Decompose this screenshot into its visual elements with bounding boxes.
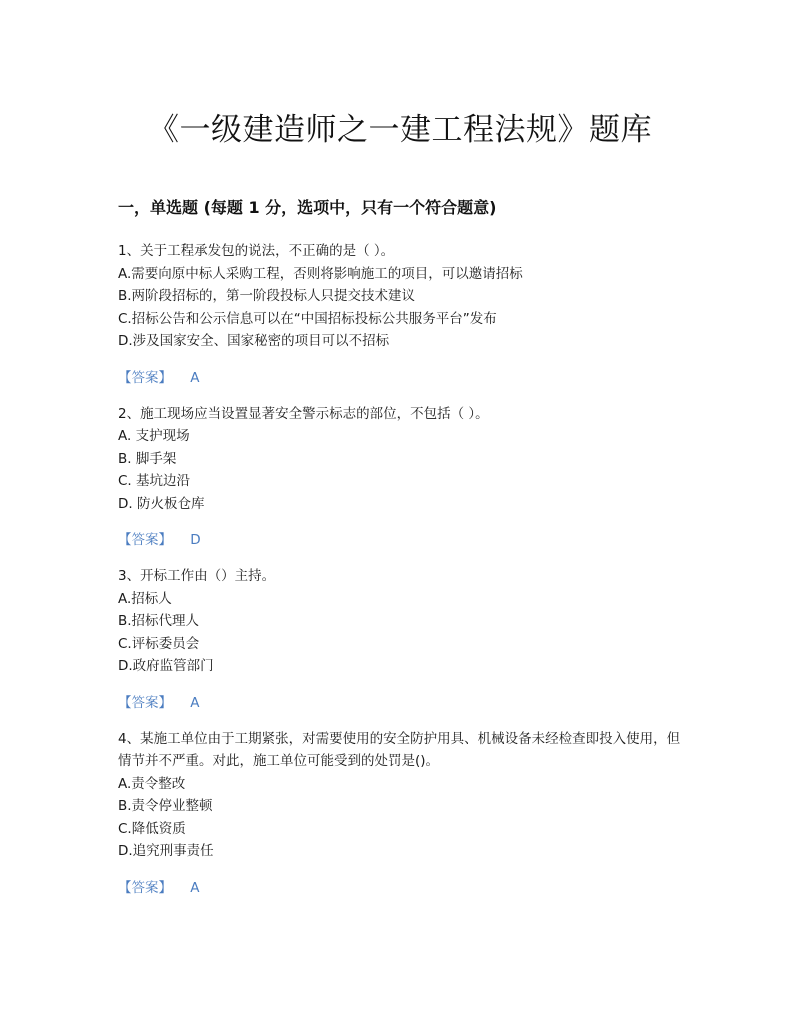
option-b: B.责令停业整顿	[118, 798, 213, 814]
option-c: C.评标委员会	[118, 635, 200, 652]
option-b: B.两阶段招标的，第一阶段投标人只提交技术建议	[118, 288, 416, 304]
question-stem: 3、开标工作由（）主持。	[118, 568, 276, 584]
answer-value: A	[190, 369, 200, 386]
question-stem: 2、施工现场应当设置显著安全警示标志的部位，不包括（ ）。	[118, 405, 489, 422]
section-heading: 一，单选题 (每题 1 分，选项中，只有一个符合题意)	[118, 198, 497, 217]
answer-row	[118, 692, 688, 714]
question-stem: 4、某施工单位由于工期紧张，对需要使用的安全防护用具、机械设备未经检查即投入使用，但情节并不严重。对此，施工单位可能受到的处罚是()。	[118, 730, 681, 769]
option-a: A.需要向原中标人采购工程，否则将影响施工的项目，可以邀请招标	[118, 265, 523, 282]
option-b: B.招标代理人	[118, 613, 200, 629]
option-d: D.追究刑事责任	[118, 843, 214, 859]
option-c: C. 基坑边沿	[118, 473, 191, 489]
question-1	[118, 240, 688, 389]
option-a: A.责令整改	[118, 775, 186, 792]
answer-value: D	[190, 532, 201, 548]
option-c: C.降低资质	[118, 820, 186, 837]
option-b: B. 脚手架	[118, 450, 177, 467]
option-a: A. 支护现场	[118, 428, 190, 444]
option-d: D.涉及国家安全、国家秘密的项目可以不招标	[118, 333, 390, 349]
option-d: D. 防火板仓库	[118, 495, 205, 512]
document-title: 《一级建造师之一建工程法规》题库	[148, 112, 652, 148]
question-4	[118, 728, 688, 899]
answer-row	[118, 877, 688, 899]
option-d: D.政府监管部门	[118, 658, 214, 674]
option-c: C.招标公告和公示信息可以在“中国招标投标公共服务平台”发布	[118, 310, 497, 327]
answer-row	[118, 529, 688, 551]
answer-label: 【答案】	[118, 879, 172, 896]
answer-value: A	[190, 879, 200, 896]
question-2	[118, 403, 688, 552]
answer-label: 【答案】	[118, 369, 172, 386]
answer-row	[118, 367, 688, 389]
question-stem: 1、关于工程承发包的说法，不正确的是（ ）。	[118, 243, 395, 259]
answer-label: 【答案】	[118, 532, 172, 548]
answer-value: A	[190, 694, 200, 711]
option-a: A.招标人	[118, 590, 172, 607]
question-list	[118, 240, 688, 913]
question-3	[118, 565, 688, 714]
answer-label: 【答案】	[118, 694, 172, 711]
